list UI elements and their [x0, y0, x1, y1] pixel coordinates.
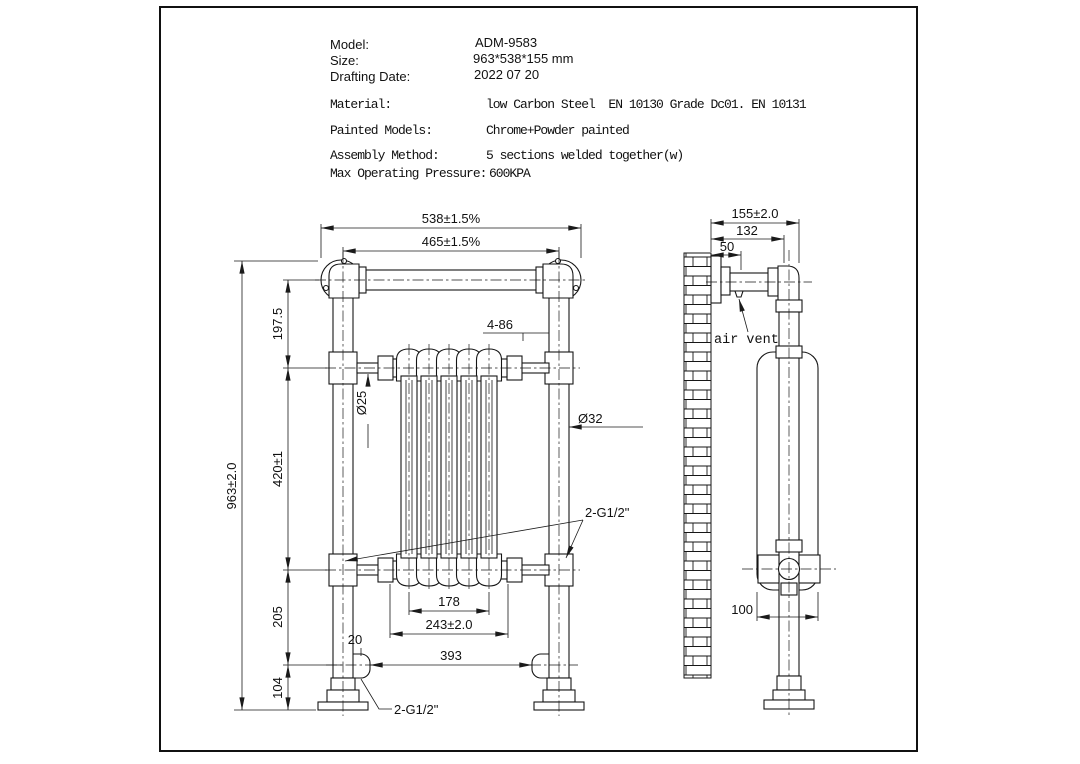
dim-mid-section: 420±1 [270, 450, 285, 488]
painted-value: Chrome+Powder painted [486, 123, 629, 138]
dim-overall-height: 963±2.0 [224, 462, 239, 510]
right-corner-fitting [543, 264, 573, 298]
dim-side-thread: 2-G1/2" [585, 505, 630, 520]
pressure-label: Max Operating Pressure: [330, 166, 487, 181]
dim-bar-centers: 465±1.5% [421, 234, 481, 249]
material-value: low Carbon Steel EN 10130 Grade Dc01. EN 10131 [486, 97, 806, 112]
dim-plug-spacing: 393 [440, 648, 462, 663]
dim-lower-section: 205 [270, 606, 285, 628]
dim-overall-width: 538±1.5% [421, 211, 481, 226]
wall-plate [711, 256, 721, 303]
dim-top-section: 197.5 [270, 307, 285, 341]
size-value: 963*538*155 mm [473, 51, 574, 66]
flange-bolt [342, 259, 347, 264]
dim-radiator-width: 243±2.0 [425, 617, 473, 632]
size-label: Size: [330, 53, 359, 68]
dim-column-span: 178 [438, 594, 460, 609]
model-label: Model: [330, 37, 370, 52]
dim-wall-clearance: 50 [719, 239, 735, 254]
side-elbow [778, 266, 799, 300]
painted-label: Painted Models: [330, 123, 433, 138]
material-label: Material: [330, 97, 392, 112]
dim-plug-offset: 20 [347, 632, 363, 647]
flange-bolt [556, 259, 561, 264]
dim-bottom-thread: 2-G1/2" [394, 702, 439, 717]
dim-section-depth: 100 [731, 602, 753, 617]
dim-connector-note: 4-86 [486, 317, 514, 332]
pressure-value: 600KPA [489, 166, 530, 181]
flange-bolt [574, 286, 579, 291]
left-corner-fitting [329, 264, 359, 298]
date-label: Drafting Date: [330, 69, 411, 84]
side-view [684, 253, 820, 709]
model-value: ADM-9583 [475, 35, 538, 50]
assembly-label: Assembly Method: [330, 148, 439, 163]
air-vent-nib [735, 291, 743, 297]
date-value: 2022 07 20 [474, 67, 540, 82]
wall-bricks [684, 253, 711, 678]
assembly-value: 5 sections welded together(w) [486, 148, 684, 163]
dim-foot-height: 104 [270, 677, 285, 699]
dim-crossbar-diameter: Ø25 [354, 390, 369, 416]
air-vent-label: air vent [714, 333, 779, 348]
dim-overall-depth: 155±2.0 [731, 206, 779, 221]
flange-bolt [324, 286, 329, 291]
dim-bracket-depth: 132 [736, 223, 758, 238]
dim-post-diameter: Ø32 [578, 411, 603, 426]
bracket-collar [721, 267, 730, 295]
